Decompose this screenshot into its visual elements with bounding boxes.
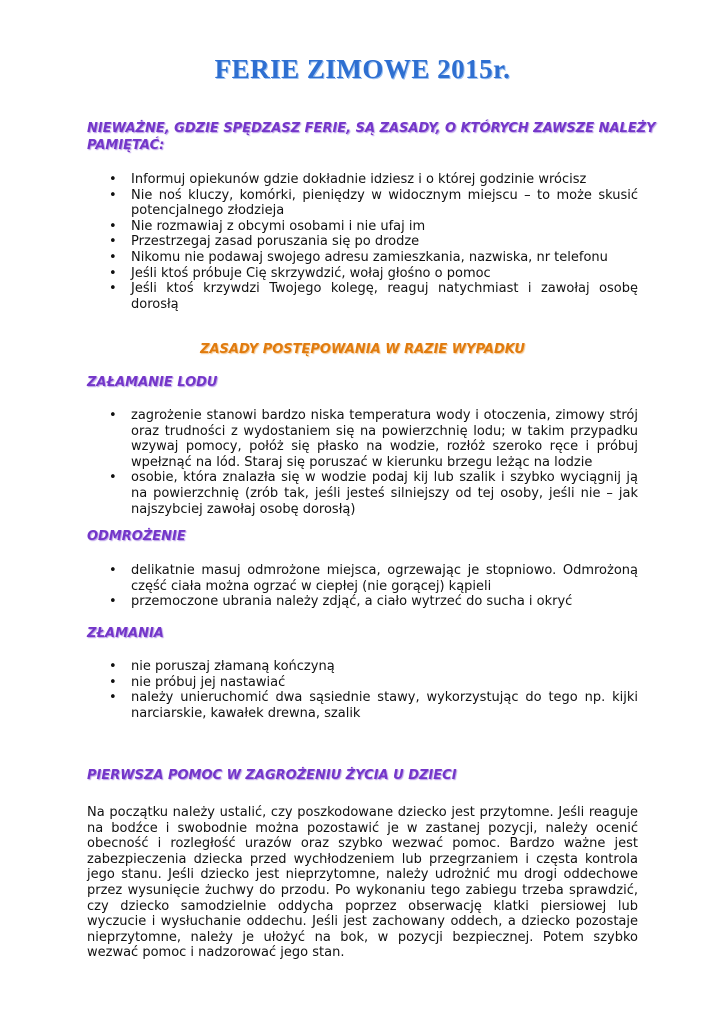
accident-heading: ZASADY POSTĘPOWANIA W RAZIE WYPADKU <box>200 342 525 357</box>
fractures-list <box>131 659 638 721</box>
rules-list <box>131 172 638 312</box>
list-item: • osobie, która znalazła się w wodzie podaj kij lub szalik i szybko wyciągnij ją na powierzchnię (zrób tak, jeśli jesteś silniejszy od tej osoby, jeśli nie – jak najszybciej zawołaj osobę dorosłą) <box>131 470 638 517</box>
list-item: • należy unieruchomić dwa sąsiednie stawy, wykorzystując do tego np. kijki narciarskie, kawałek drewna, szalik <box>131 690 638 721</box>
ice-heading: ZAŁAMANIE LODU <box>87 375 218 390</box>
frostbite-heading: ODMROŻENIE <box>87 529 186 544</box>
intro-heading: NIEWAŻNE, GDZIE SPĘDZASZ FERIE, SĄ ZASADY, O KTÓRYCH ZAWSZE NALEŻY PAMIĘTAĆ: <box>87 121 656 153</box>
list-item: • nie poruszaj złamaną kończyną <box>131 659 638 675</box>
list-item: • Nie rozmawiaj z obcymi osobami i nie ufaj im <box>131 219 638 235</box>
frostbite-list <box>131 563 638 610</box>
list-item: • Informuj opiekunów gdzie dokładnie idziesz i o której godzinie wrócisz <box>131 172 638 188</box>
list-item: • przemoczone ubrania należy zdjąć, a ciało wytrzeć do sucha i okryć <box>131 594 638 610</box>
first-aid-paragraph: Na początku należy ustalić, czy poszkodowane dziecko jest przytomne. Jeśli reaguje na bodźce i swobodnie można pozostawić je w zastanej pozycji, należy ocenić obecność i rozległość urazów oraz szybko wezwać pomoc. Bardzo ważne jest zabezpieczenia dziecka przed wychłodzeniem lub przegrzaniem i częsta kontrola jego stanu. Jeśli dziecko jest nieprzytomne, należy udrożnić mu drogi oddechowe przez wysunięcie żuchwy do przodu. Po wykonaniu tego zabiegu trzeba sprawdzić, czy dziecko samodzielnie oddycha poprzez obserwację klatki piersiowej lub wyczucie i wysłuchanie oddechu. Jeśli jest zachowany oddech, a dziecko pozostaje nieprzytomne, należy je ułożyć na bok, w pozycji bezpiecznej. Potem szybko wezwać pomoc i nadzorować jego stan. <box>87 805 638 961</box>
list-item: • Przestrzegaj zasad poruszania się po drodze <box>131 234 638 250</box>
document-title: FERIE ZIMOWE 2015r. <box>214 54 511 84</box>
list-item: • nie próbuj jej nastawiać <box>131 675 638 691</box>
list-item: • Jeśli ktoś krzywdzi Twojego kolegę, reaguj natychmiast i zawołaj osobę dorosłą <box>131 281 638 312</box>
first-aid-heading: PIERWSZA POMOC W ZAGROŻENIU ŻYCIA U DZIECI <box>87 768 457 783</box>
list-item: • delikatnie masuj odmrożone miejsca, ogrzewając je stopniowo. Odmrożoną część ciała można ogrzać w ciepłej (nie gorącej) kąpieli <box>131 563 638 594</box>
fractures-heading: ZŁAMANIA <box>87 626 164 641</box>
list-item: • Nikomu nie podawaj swojego adresu zamieszkania, nazwiska, nr telefonu <box>131 250 638 266</box>
list-item: • Nie noś kluczy, komórki, pieniędzy w widocznym miejscu – to może skusić potencjalnego złodzieja <box>131 188 638 219</box>
list-item: • Jeśli ktoś próbuje Cię skrzywdzić, wołaj głośno o pomoc <box>131 266 638 282</box>
ice-list <box>131 408 638 517</box>
list-item: • zagrożenie stanowi bardzo niska temperatura wody i otoczenia, zimowy strój oraz trudności z wydostaniem się na powierzchnię lodu; w takim przypadku wzywaj pomocy, połóż się płasko na wodzie, rozłóż szeroko ręce i próbuj wpełznąć na lód. Staraj się poruszać w kierunku brzegu leżąc na lodzie <box>131 408 638 470</box>
